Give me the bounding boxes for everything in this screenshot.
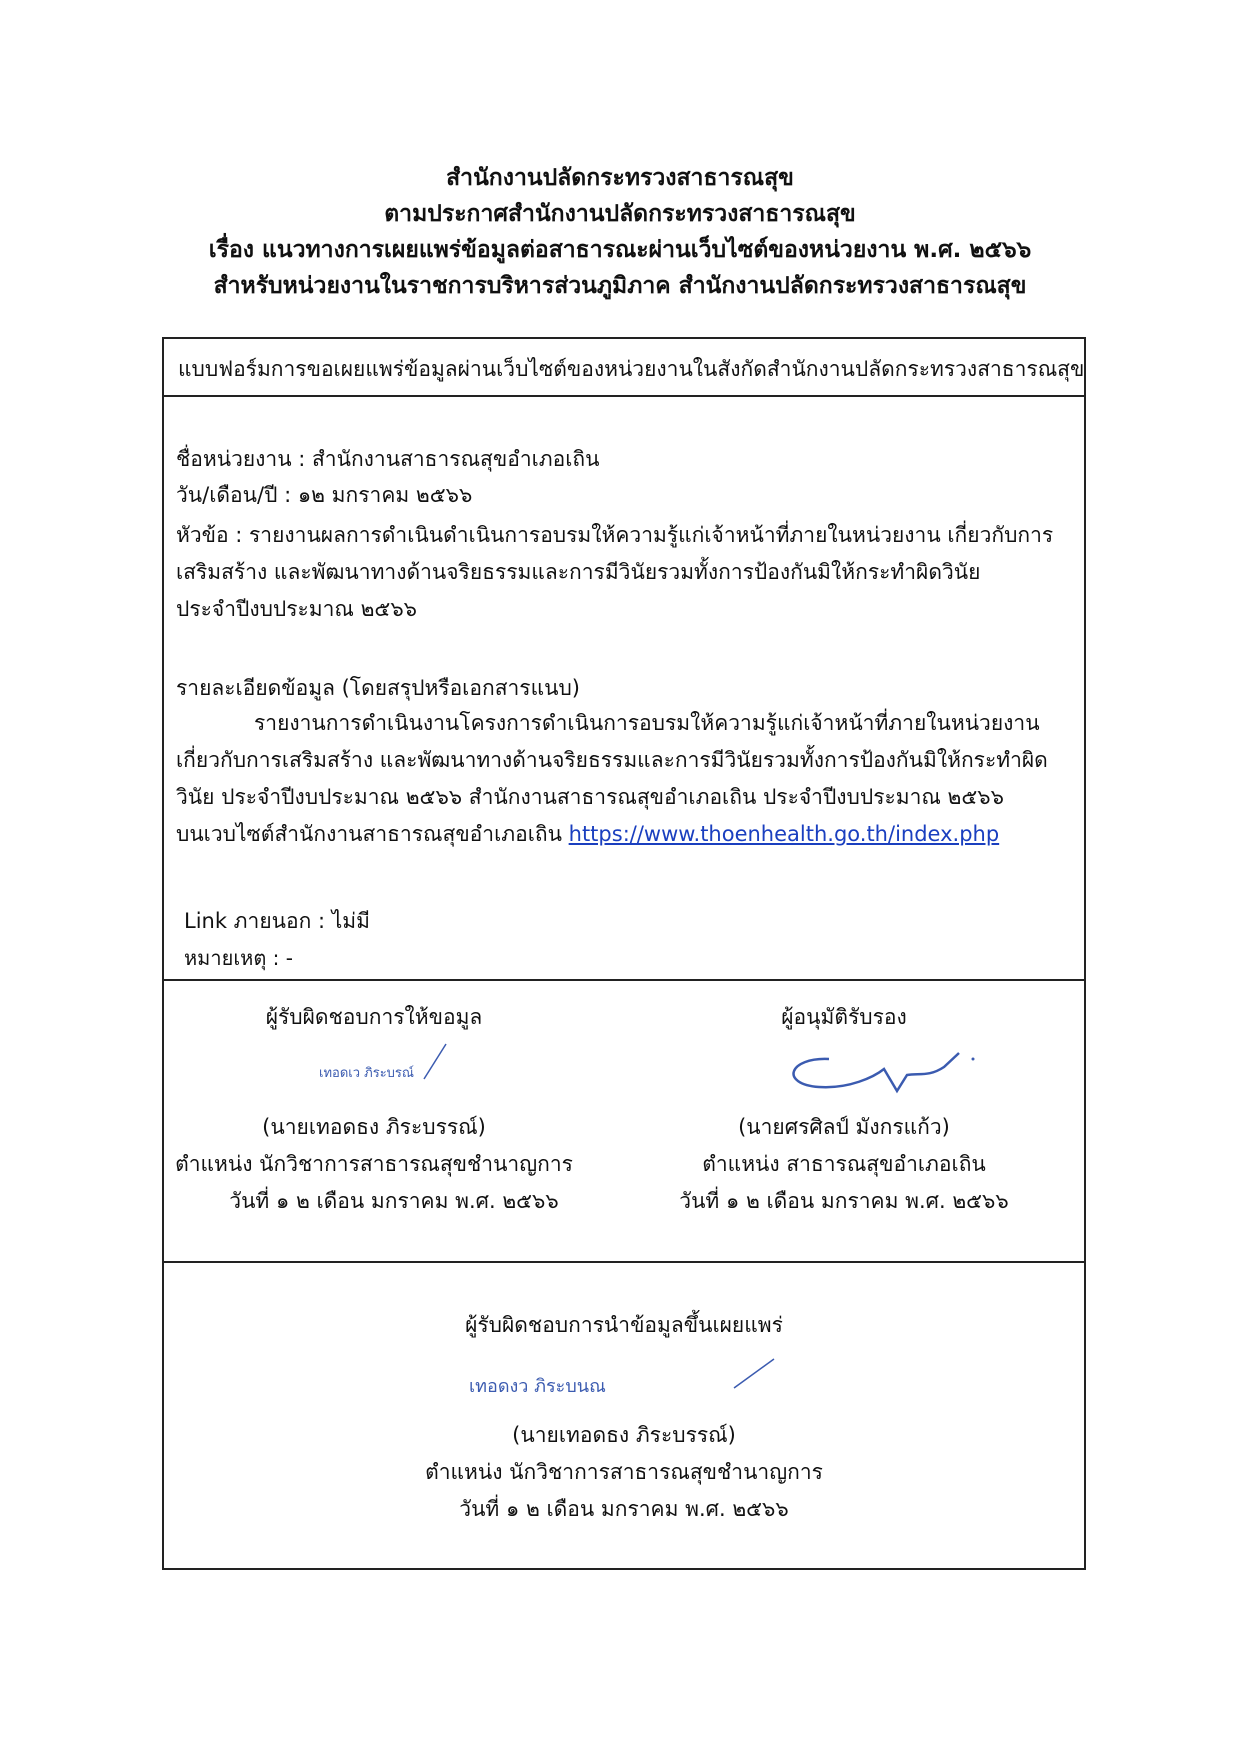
left-signer-date: วันที่ ๑ ๒ เดือน มกราคม พ.ศ. ๒๕๖๖ bbox=[229, 1189, 559, 1213]
website-link[interactable]: https://www.thoenhealth.go.th/index.php bbox=[568, 822, 1000, 846]
left-signature-heading: ผู้รับผิดชอบการให้ขอมูล bbox=[265, 1005, 483, 1029]
detail-heading: รายละเอียดข้อมูล (โดยสรุปหรือเอกสารแนบ) bbox=[176, 676, 580, 700]
bottom-signer-name: (นายเทอดธง ภิระบรรณ์) bbox=[512, 1423, 736, 1447]
header-line-1: สำนักงานปลัดกระทรวงสาธารณสุข bbox=[446, 165, 794, 191]
right-signature-block bbox=[634, 999, 1054, 1036]
subject-line: เสริมสร้าง และพัฒนาทางด้านจริยธรรมและการมีวินัยรวมทั้งการป้องกันมิให้กระทำผิดวินัย bbox=[176, 560, 981, 584]
bottom-signature-block bbox=[164, 1307, 1084, 1344]
external-link-field: Link ภายนอก : ไม่มี bbox=[184, 909, 370, 933]
divider bbox=[164, 395, 1084, 397]
left-signature-text: เทอดเว ภิระบรณ์ bbox=[319, 1066, 414, 1081]
detail-line: เกี่ยวกับการเสริมสร้าง และพัฒนาทางด้านจริยธรรมและการมีวินัยรวมทั้งการป้องกันมิให้กระทำผิด bbox=[176, 748, 1048, 772]
bottom-signer-position: ตำแหน่ง นักวิชาการสาธารณสุขชำนาญการ bbox=[425, 1460, 823, 1484]
bottom-signer-date: วันที่ ๑ ๒ เดือน มกราคม พ.ศ. ๒๕๖๖ bbox=[459, 1497, 789, 1521]
detail-block bbox=[176, 705, 1048, 853]
left-signer-position: ตำแหน่ง นักวิชาการสาธารณสุขชำนาญการ bbox=[175, 1152, 573, 1176]
form-title: แบบฟอร์มการขอเผยแพร่ข้อมูลผ่านเว็บไซต์ของหน่วยงานในสังกัดสำนักงานปลัดกระทรวงสาธารณสุข bbox=[178, 357, 1085, 381]
left-signature-image bbox=[314, 1039, 454, 1089]
left-signer-name: (นายเทอดธง ภิระบรรณ์) bbox=[262, 1115, 486, 1139]
subject-line: หัวข้อ : รายงานผลการดำเนินดำเนินการอบรมให้ความรู้แก่เจ้าหน้าที่ภายในหน่วยงาน เกี่ยวกับการ bbox=[176, 523, 1054, 547]
detail-line bbox=[176, 816, 1048, 853]
subject-line: ประจำปีงบประมาณ ๒๕๖๖ bbox=[176, 597, 417, 621]
bottom-signature-heading: ผู้รับผิดชอบการนำข้อมูลขึ้นเผยแพร่ bbox=[465, 1313, 783, 1337]
left-signature-details bbox=[164, 1109, 584, 1220]
header-line-2: ตามประกาศสำนักงานปลัดกระทรวงสาธารณสุข bbox=[384, 201, 856, 227]
subject-block bbox=[176, 517, 1053, 628]
detail-line: วินัย ประจำปีงบประมาณ ๒๕๖๖ สำนักงานสาธารณสุขอำเภอเถิน ประจำปีงบประมาณ ๒๕๖๖ bbox=[176, 785, 1004, 809]
header-line-4: สำหรับหน่วยงานในราชการบริหารส่วนภูมิภาค สำนักงานปลัดกระทรวงสาธารณสุข bbox=[213, 273, 1027, 299]
detail-last-prefix: บนเวบไซต์สำนักงานสาธารณสุขอำเภอเถิน bbox=[176, 822, 569, 846]
right-signature-heading: ผู้อนุมัติรับรอง bbox=[781, 1005, 907, 1029]
detail-line: รายงานการดำเนินงานโครงการดำเนินการอบรมให้ความรู้แก่เจ้าหน้าที่ภายในหน่วยงาน bbox=[254, 711, 1040, 735]
form-frame bbox=[162, 337, 1086, 1570]
right-signature-details bbox=[634, 1109, 1054, 1220]
note-field: หมายเหตุ : - bbox=[184, 946, 293, 970]
document-header bbox=[0, 160, 1240, 304]
right-signer-date: วันที่ ๑ ๒ เดือน มกราคม พ.ศ. ๒๕๖๖ bbox=[679, 1189, 1009, 1213]
right-signature-image bbox=[779, 1039, 979, 1099]
right-signer-position: ตำแหน่ง สาธารณสุขอำเภอเถิน bbox=[702, 1152, 986, 1176]
unit-name: ชื่อหน่วยงาน : สำนักงานสาธารณสุขอำเภอเถิน bbox=[176, 447, 600, 471]
bottom-signature-text: เทอดงว ภิระบนณ bbox=[469, 1376, 606, 1397]
form-date: วัน/เดือน/ปี : ๑๒ มกราคม ๒๕๖๖ bbox=[176, 483, 473, 507]
divider bbox=[164, 979, 1084, 981]
right-signer-name: (นายศรศิลป์ มังกรแก้ว) bbox=[738, 1115, 950, 1139]
divider bbox=[164, 1261, 1084, 1263]
header-line-3: เรื่อง แนวทางการเผยแพร่ข้อมูลต่อสาธารณะผ่านเว็บไซต์ของหน่วยงาน พ.ศ. ๒๕๖๖ bbox=[208, 237, 1032, 263]
left-signature-block bbox=[164, 999, 584, 1036]
bottom-signature-image bbox=[464, 1354, 784, 1404]
bottom-signature-details bbox=[164, 1417, 1084, 1528]
